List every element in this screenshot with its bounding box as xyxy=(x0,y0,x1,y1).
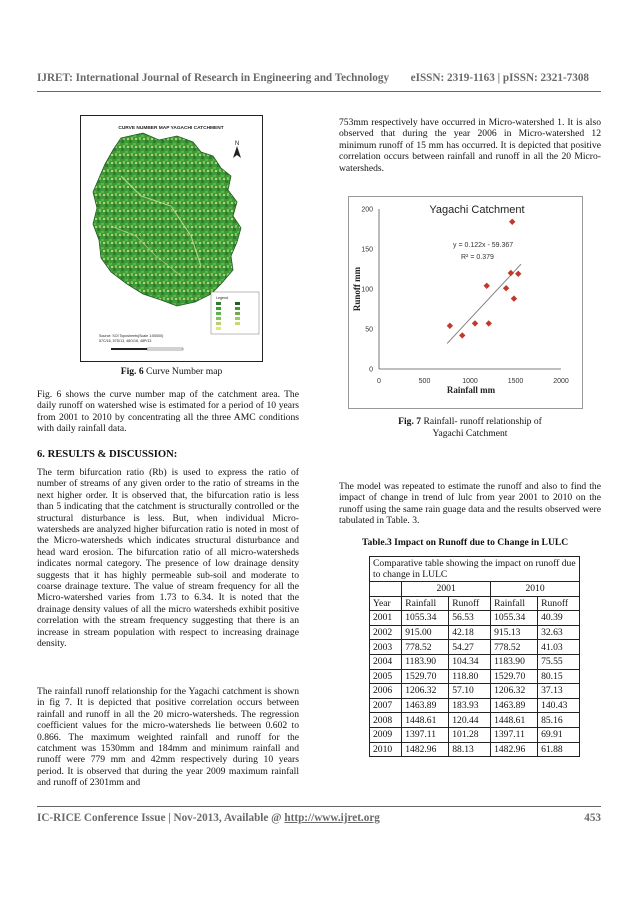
svg-text:Legend: Legend xyxy=(216,296,228,300)
y-tick-label: 200 xyxy=(361,206,373,214)
table-cell: 1206.32 xyxy=(491,684,538,699)
section-heading xyxy=(37,449,177,460)
journal-name: IJRET: International Journal of Research in Engineering and Technology xyxy=(37,72,390,84)
data-point xyxy=(508,270,514,276)
table-blank-cell xyxy=(370,582,402,597)
map-source-line2: 57C/16, 57D/13, 48O/16, 48P/13 xyxy=(99,339,152,343)
paragraph-rainfall-runoff xyxy=(37,686,299,789)
map-legend xyxy=(211,292,259,334)
table-row xyxy=(370,713,580,728)
table-row xyxy=(370,727,580,742)
col-header-rainfall-2001: Rainfall xyxy=(402,596,449,611)
para-2: The term bifurcation ratio (Rb) is used to express the ratio of number of streams of any given order to the ratio of streams in the next higher order. It is observed that, the bifurcation ratio is less than 5 indicating that the catchment is structurally controlled or the structural disturbance is less. But, when individual Micro-watersheds are analyzed higher bifurcation ratio is noted in most of the Micro-watersheds which indicates structural disturbance and head ward erosion. The bifurcation ratio of all micro-watersheds indicates normal category. The presence of low drainage density suggests that it has highly permeable sub-soil and moderate to coarse drainage texture. The value of stream frequency for all the Micro-watershed varies from 1.73 to 6.34. It is noted that the drainage density values of all the micro watersheds exhibit positive correlation with the stream frequency suggesting that there is an increase in stream population with respect to increasing drainage density. xyxy=(37,467,299,650)
paragraph-bifurcation xyxy=(37,467,299,650)
north-arrow-icon xyxy=(233,141,241,158)
table-period-row xyxy=(370,582,580,597)
para-3: The rainfall runoff relationship for the Yagachi catchment is shown in fig 7. It is depicted that positive correlation occurs between rainfall and runoff in all the 20 micro-watersheds. The regression coefficient values for the micro-watersheds lie between 0.602 to 0.866. The maximum weighted rainfall and runoff for the catchment was 1530mm and 184mm and minimum rainfall and runoff were 779 mm and 42mm respectively during 10 years period. It is observed that during the year 2009 maximum rainfall and runoff of 2301mm and xyxy=(37,686,299,789)
results-heading: 6. RESULTS & DISCUSSION: xyxy=(37,449,178,460)
paragraph-fig6-description xyxy=(37,389,299,435)
data-point xyxy=(447,323,453,329)
data-point xyxy=(486,320,492,326)
x-tick-label: 2000 xyxy=(553,378,569,385)
paragraph-model xyxy=(339,481,601,527)
col-header-runoff-2001: Runoff xyxy=(449,596,491,611)
table-cell: 75.55 xyxy=(538,654,580,669)
table-cell-year: 2008 xyxy=(370,713,402,728)
regression-r2: R² = 0.379 xyxy=(461,254,494,261)
table-cell-year: 2010 xyxy=(370,742,402,757)
table-cell: 1055.34 xyxy=(402,611,449,626)
table-row xyxy=(370,654,580,669)
table-cell-year: 2006 xyxy=(370,684,402,699)
table-cell: 1183.90 xyxy=(402,654,449,669)
table3-lulc-runoff xyxy=(369,556,580,757)
running-header xyxy=(37,72,601,84)
fig6-caption xyxy=(80,366,263,377)
table-cell: 1463.89 xyxy=(402,698,449,713)
x-tick-label: 1000 xyxy=(462,378,478,385)
col-header-runoff-2010: Runoff xyxy=(538,596,580,611)
fig7-chart xyxy=(348,196,583,409)
table-cell: 32.63 xyxy=(538,625,580,640)
y-tick-label: 50 xyxy=(365,326,373,334)
chart-svg xyxy=(349,197,582,408)
table-row xyxy=(370,611,580,626)
table-cell: 1397.11 xyxy=(491,727,538,742)
table-row xyxy=(370,640,580,655)
data-point xyxy=(472,320,478,326)
table-cell: 778.52 xyxy=(491,640,538,655)
table-cell-year: 2003 xyxy=(370,640,402,655)
table-cell-year: 2002 xyxy=(370,625,402,640)
data-point xyxy=(484,283,490,289)
fig7-label: Fig. 7 xyxy=(398,416,422,427)
col-header-year: Year xyxy=(370,596,402,611)
table-cell: 40.39 xyxy=(538,611,580,626)
table-cell: 37.13 xyxy=(538,684,580,699)
para-mid: The model was repeated to estimate the runoff and also to find the impact of change in trend of lulc from year 2001 to 2010 on the runoff using the same rain guage data and the results observed were tabulated in Table. 3. xyxy=(339,481,601,527)
y-tick-label: 150 xyxy=(361,246,373,254)
table-cell: 41.03 xyxy=(538,640,580,655)
y-axis-label: Runoff mm xyxy=(352,266,362,312)
map-source-line1: Source: SOI Toposheets(Scale 1:50000) xyxy=(99,334,164,338)
table-cell: 1397.11 xyxy=(402,727,449,742)
para-top: 753mm respectively have occurred in Micro-watershed 1. It is also observed that during the year 2006 in Micro-watershed 12 minimum runoff of 15 mm has occurred. It is depicted that positive correlation occurs between rainfall and runoff in all the 20 Micro-watersheds. xyxy=(339,117,601,174)
table-cell: 1482.96 xyxy=(402,742,449,757)
table-cell-year: 2007 xyxy=(370,698,402,713)
table-cell: 915.13 xyxy=(491,625,538,640)
table-cell: 120.44 xyxy=(449,713,491,728)
journal-link[interactable]: http://www.ijret.org xyxy=(284,812,380,824)
table-cell: 57.10 xyxy=(449,684,491,699)
table-cell: 1448.61 xyxy=(491,713,538,728)
col-header-rainfall-2010: Rainfall xyxy=(491,596,538,611)
table-cell: 1482.96 xyxy=(491,742,538,757)
table-cell: 69.91 xyxy=(538,727,580,742)
table-cell-year: 2004 xyxy=(370,654,402,669)
fig7-caption xyxy=(339,416,601,440)
table-title: Comparative table showing the impact on runoff due to change in LULC xyxy=(370,557,580,582)
table-cell: 61.88 xyxy=(538,742,580,757)
data-point xyxy=(511,295,517,301)
fig6-label: Fig. 6 xyxy=(120,366,144,377)
data-point xyxy=(459,332,465,338)
table-cell: 1463.89 xyxy=(491,698,538,713)
table-row xyxy=(370,742,580,757)
table-cell: 915.00 xyxy=(402,625,449,640)
table-cell-year: 2009 xyxy=(370,727,402,742)
table-cell: 1529.70 xyxy=(402,669,449,684)
y-tick-label: 0 xyxy=(369,366,373,374)
data-point xyxy=(503,285,509,291)
table-cell: 80.15 xyxy=(538,669,580,684)
footer-rule xyxy=(37,806,601,807)
table-caption xyxy=(362,537,568,548)
table-cell: 1055.34 xyxy=(491,611,538,626)
x-tick-label: 1500 xyxy=(507,378,524,385)
table-row xyxy=(370,669,580,684)
table-cell: 42.18 xyxy=(449,625,491,640)
table-cell: 104.34 xyxy=(449,654,491,669)
table-cell: 56.53 xyxy=(449,611,491,626)
running-footer xyxy=(37,812,601,824)
map-title: CURVE NUMBER MAP YAGACHI CATCHMENT xyxy=(118,126,224,131)
conference-info: IC-RICE Conference Issue | Nov-2013, Available @ xyxy=(37,812,285,824)
table-cell: 1529.70 xyxy=(491,669,538,684)
table-cell: 54.27 xyxy=(449,640,491,655)
period-2010: 2010 xyxy=(491,582,580,597)
table-cell-year: 2005 xyxy=(370,669,402,684)
table-cell: 101.28 xyxy=(449,727,491,742)
para-1: Fig. 6 shows the curve number map of the catchment area. The daily runoff on watershed wise is estimated for a period of 10 years from 2001 to 2010 by concentrating all the three AMC conditions with daily rainfall data. xyxy=(37,389,299,435)
chart-title: Yagachi Catchment xyxy=(429,204,525,216)
table-cell: 1206.32 xyxy=(402,684,449,699)
y-tick-label: 100 xyxy=(361,286,373,294)
x-tick-label: 500 xyxy=(418,378,431,385)
regression-equation: y = 0.122x - 59.367 xyxy=(453,242,514,249)
fig6-curve-number-map xyxy=(80,115,263,362)
table-row xyxy=(370,625,580,640)
data-point xyxy=(509,219,515,225)
table-cell-year: 2001 xyxy=(370,611,402,626)
fig6-caption-text: Curve Number map xyxy=(143,366,223,377)
table-cell: 118.80 xyxy=(449,669,491,684)
table-cell: 183.93 xyxy=(449,698,491,713)
map-graphic xyxy=(81,116,262,361)
x-axis-label: Rainfall mm xyxy=(446,385,496,395)
data-point xyxy=(515,271,521,277)
period-2001: 2001 xyxy=(402,582,491,597)
header-rule xyxy=(37,91,601,92)
x-tick-label: 0 xyxy=(377,378,381,385)
table-header-row xyxy=(370,596,580,611)
map-scale-bar xyxy=(111,348,183,350)
table-cell: 88.13 xyxy=(449,742,491,757)
table3-caption: Table.3 Impact on Runoff due to Change in LULC xyxy=(362,537,569,548)
table-cell: 1448.61 xyxy=(402,713,449,728)
table-cell: 85.16 xyxy=(538,713,580,728)
fig7-caption-line1: Rainfall- runoff relationship of xyxy=(421,416,542,427)
fig7-caption-line2: Yagachi Catchment xyxy=(432,428,508,439)
page-number: 453 xyxy=(584,812,601,824)
table-cell: 778.52 xyxy=(402,640,449,655)
catchment-area xyxy=(93,133,241,306)
issn: eISSN: 2319-1163 | pISSN: 2321-7308 xyxy=(410,72,590,84)
paragraph-continuation xyxy=(339,117,601,174)
table-row xyxy=(370,684,580,699)
table-title-row xyxy=(370,557,580,582)
table-row xyxy=(370,698,580,713)
table-cell: 140.43 xyxy=(538,698,580,713)
table-cell: 1183.90 xyxy=(491,654,538,669)
trendline xyxy=(447,264,521,343)
svg-text:N: N xyxy=(234,141,240,147)
